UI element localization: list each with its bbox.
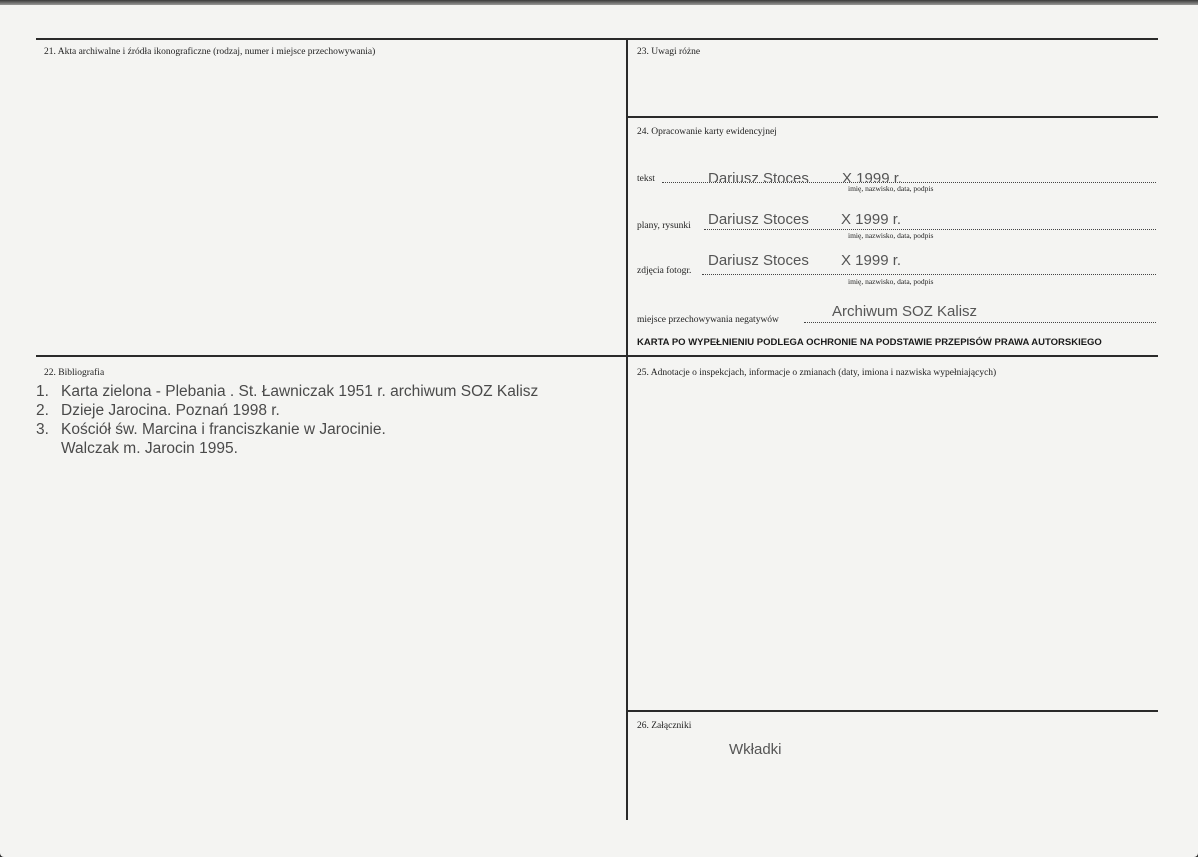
- plany-hint: imię, nazwisko, data, podpis: [848, 231, 934, 240]
- tekst-hint: imię, nazwisko, data, podpis: [848, 184, 934, 193]
- section-26-label: 26. Załączniki: [637, 721, 692, 731]
- tekst-line: [662, 182, 1156, 183]
- bibliography-list: [36, 382, 606, 458]
- zdjecia-name: Dariusz Stoces: [708, 252, 809, 269]
- plany-line: [704, 229, 1156, 230]
- middle-rule: [36, 355, 1158, 357]
- rule-23-24: [628, 116, 1158, 118]
- plany-date: X 1999 r.: [841, 211, 902, 228]
- tekst-name: Dariusz Stoces: [708, 170, 809, 182]
- list-item-text: Dzieje Jarocina. Poznań 1998 r.: [61, 402, 280, 419]
- section-25-label: 25. Adnotacje o inspekcjach, informacje o zmianach (daty, imiona i nazwiska wypełniających): [637, 368, 997, 378]
- scan-edge: [0, 0, 1198, 5]
- top-rule: [36, 38, 1158, 40]
- zdjecia-label: zdjęcia fotogr.: [637, 266, 692, 276]
- zdjecia-hint: imię, nazwisko, data, podpis: [848, 277, 934, 286]
- list-item-number: 3.: [36, 421, 49, 438]
- tekst-date: X 1999 r.: [842, 170, 903, 182]
- list-item: [36, 420, 606, 458]
- plany-label: plany, rysunki: [637, 221, 691, 231]
- negatywy-line: [804, 322, 1156, 323]
- plany-name: Dariusz Stoces: [708, 211, 809, 228]
- attachments-value: Wkładki: [729, 741, 782, 758]
- list-item-number: 2.: [36, 402, 49, 419]
- zdjecia-line: [702, 274, 1156, 275]
- copyright-notice: KARTA PO WYPEŁNIENIU PODLEGA OCHRONIE NA PODSTAWIE PRZEPISÓW PRAWA AUTORSKIEGO: [637, 337, 1102, 348]
- list-item: [36, 382, 606, 401]
- section-24-label: 24. Opracowanie karty ewidencyjnej: [637, 127, 777, 137]
- zdjecia-date: X 1999 r.: [841, 252, 902, 269]
- negatywy-label: miejsce przechowywania negatywów: [637, 315, 779, 325]
- negatywy-value: Archiwum SOZ Kalisz: [832, 303, 978, 320]
- list-item-text: Karta zielona - Plebania . St. Ławniczak 1951 r. archiwum SOZ Kalisz: [61, 383, 539, 400]
- list-item-number: 1.: [36, 383, 49, 400]
- rule-25-26: [628, 710, 1158, 712]
- section-23-label: 23. Uwagi różne: [637, 47, 701, 57]
- center-divider: [626, 38, 628, 820]
- section-21-label: 21. Akta archiwalne i źródła ikonograficzne (rodzaj, numer i miejsce przechowywania): [44, 47, 376, 57]
- list-item: [36, 401, 606, 420]
- section-22-label: 22. Bibliografia: [44, 368, 105, 378]
- list-item-text: Kościół św. Marcina i franciszkanie w Jarocinie. Walczak m. Jarocin 1995.: [61, 421, 386, 457]
- tekst-label: tekst: [637, 174, 655, 184]
